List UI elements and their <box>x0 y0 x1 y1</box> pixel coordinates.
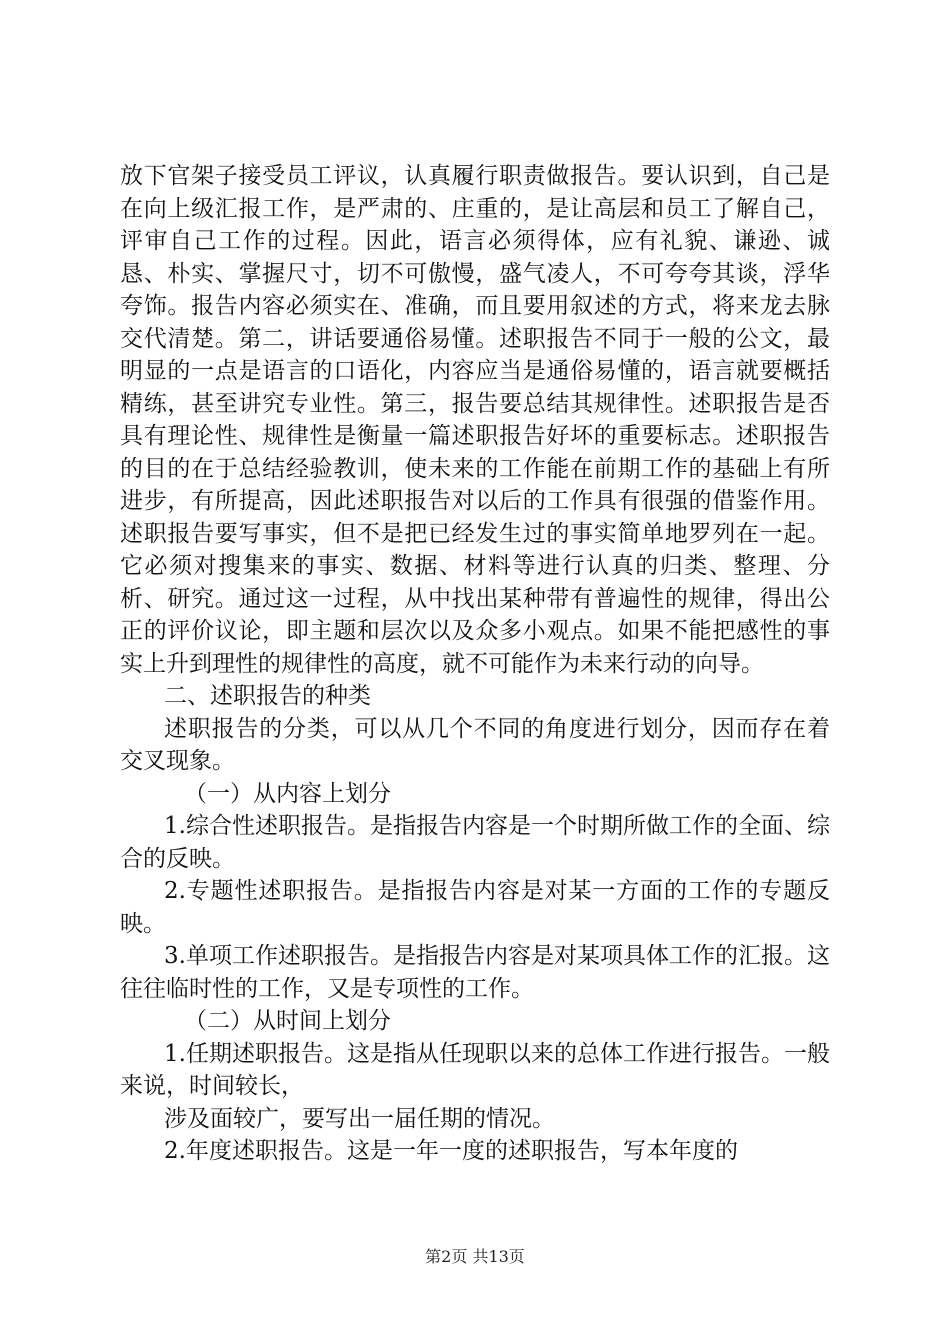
body-paragraph: 涉及面较广，要写出一届任期的情况。 <box>164 1105 555 1132</box>
section-heading: 二、述职报告的种类 <box>164 683 371 709</box>
list-item: 3.单项工作述职报告。是指报告内容是对某项具体工作的汇报。这往往临时性的工作，又是专项性的工作。 <box>120 943 830 1002</box>
body-paragraph: 述职报告的分类，可以从几个不同的角度进行划分，因而存在着交叉现象。 <box>120 715 830 774</box>
document-body <box>120 160 830 1168</box>
body-paragraph: 放下官架子接受员工评议，认真履行职责做报告。要认识到，自己是在向上级汇报工作，是严肃的、庄重的，是让高层和员工了解自己，评审自己工作的过程。因此，语言必须得体，应有礼貌、谦逊、诚恳、朴实、掌握尺寸，切不可傲慢，盛气凌人，不可夸夸其谈，浮华夸饰。报告内容必须实在、准确，而且要用叙述的方式，将来龙去脉交代清楚。第二，讲话要通俗易懂。述职报告不同于一般的公文，最明显的一点是语言的口语化，内容应当是通俗易懂的，语言就要概括精练，甚至讲究专业性。第三，报告要总结其规律性。述职报告是否具有理论性、规律性是衡量一篇述职报告好坏的重要标志。述职报告的目的在于总结经验教训，使未来的工作能在前期工作的基础上有所进步，有所提高，因此述职报告对以后的工作具有很强的借鉴作用。述职报告要写事实，但不是把已经发生过的事实简单地罗列在一起。它必须对搜集来的事实、数据、材料等进行认真的归类、整理、分析、研究。通过这一过程，从中找出某种带有普遍性的规律，得出公正的评价议论，即主题和层次以及众多小观点。如果不能把感性的事实上升到理性的规律性的高度，就不可能作为未来行动的向导。 <box>120 163 830 677</box>
subsection-heading: （一）从内容上划分 <box>184 780 391 807</box>
list-item: 1.任期述职报告。这是指从任现职以来的总体工作进行报告。一般来说，时间较长， <box>120 1040 830 1099</box>
list-item: 1.综合性述职报告。是指报告内容是一个时期所做工作的全面、综合的反映。 <box>120 813 830 872</box>
page-footer: 第2页 共13页 <box>425 1247 525 1266</box>
subsection-heading: （二）从时间上划分 <box>184 1008 391 1034</box>
list-item: 2.年度述职报告。这是一年一度的述职报告，写本年度的 <box>164 1138 738 1164</box>
list-item: 2.专题性述职报告。是指报告内容是对某一方面的工作的专题反映。 <box>120 878 830 937</box>
